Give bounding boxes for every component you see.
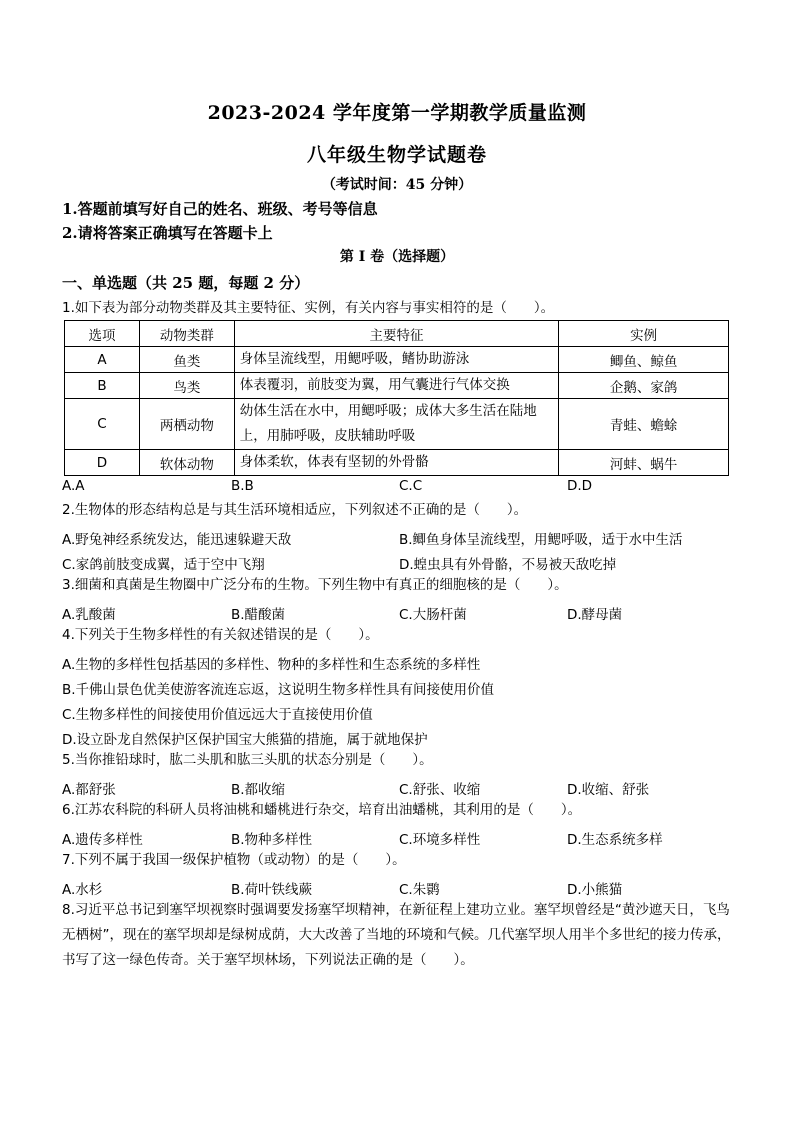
table-cell: 两栖动物: [139, 399, 234, 450]
question-5-option-b: B.都收缩: [231, 782, 286, 798]
table-cell: 企鹅、家鸽: [559, 373, 729, 399]
table-cell: 鸟类: [139, 373, 234, 399]
table-row: [65, 347, 729, 373]
table-cell: 幼体生活在水中，用鳃呼吸；成体大多生活在陆地上，用肺呼吸，皮肤辅助呼吸: [234, 399, 558, 450]
question-1-option-c: C.C: [399, 478, 423, 494]
table-cell: D: [65, 450, 140, 476]
instruction-note-1: 1.答题前填写好自己的姓名、班级、考号等信息: [62, 200, 378, 218]
question-4-option-b: B.千佛山景色优美使游客流连忘返，这说明生物多样性具有间接使用价值: [62, 682, 495, 698]
section-title: 一、单选题（共 25 题，每题 2 分）: [62, 274, 310, 292]
table-header-cell: 实例: [559, 321, 729, 347]
table-cell: 鲫鱼、鲸鱼: [559, 347, 729, 373]
question-2-option-c: C.家鸽前肢变成翼，适于空中飞翔: [62, 557, 265, 573]
table-row: [65, 450, 729, 476]
exam-subtitle: 八年级生物学试题卷: [306, 144, 487, 166]
table-cell: 软体动物: [139, 450, 234, 476]
instruction-note-2: 2.请将答案正确填写在答题卡上: [62, 224, 273, 242]
question-2-option-b: B.鲫鱼身体呈流线型，用鳃呼吸，适于水中生活: [399, 532, 683, 548]
question-1-option-b: B.B: [231, 478, 254, 494]
table-cell: 河蚌、蜗牛: [559, 450, 729, 476]
question-6-option-b: B.物种多样性: [231, 832, 313, 848]
question-3-stem: 3.细菌和真菌是生物圈中广泛分布的生物。下列生物中有真正的细胞核的是（ ）。: [62, 577, 568, 593]
table-row: [65, 399, 729, 450]
question-7-option-d: D.小熊猫: [567, 882, 623, 898]
exam-time: （考试时间：45 分钟）: [321, 177, 473, 193]
question-2-stem: 2.生物体的形态结构总是与其生活环境相适应，下列叙述不正确的是（ ）。: [62, 502, 528, 518]
table-cell: 青蛙、蟾蜍: [559, 399, 729, 450]
table-cell: A: [65, 347, 140, 373]
table-header-cell: 选项: [65, 321, 140, 347]
question-5-stem: 5.当你推铅球时，肱二头肌和肱三头肌的状态分别是（ ）。: [62, 752, 433, 768]
question-2-option-d: D.蝗虫具有外骨骼，不易被天敌吃掉: [399, 557, 617, 573]
part-title: 第 I 卷（选择题）: [339, 249, 455, 265]
question-1-option-d: D.D: [567, 478, 593, 494]
question-5-option-d: D.收缩、舒张: [567, 782, 650, 798]
table-cell: 身体呈流线型，用鳃呼吸，鳍协助游泳: [234, 347, 558, 373]
table-header-row: [65, 321, 729, 347]
question-4-option-a: A.生物的多样性包括基因的多样性、物种的多样性和生态系统的多样性: [62, 657, 481, 673]
question-7-option-a: A.水杉: [62, 882, 103, 898]
question-3-option-d: D.酵母菌: [567, 607, 623, 623]
question-1-option-a: A.A: [62, 478, 85, 494]
question-4-stem: 4.下列关于生物多样性的有关叙述错误的是（ ）。: [62, 627, 379, 643]
question-5-option-a: A.都舒张: [62, 782, 116, 798]
table-header-cell: 主要特征: [234, 321, 558, 347]
question-6-option-a: A.遗传多样性: [62, 832, 143, 848]
table-cell: B: [65, 373, 140, 399]
question-4-option-d: D.设立卧龙自然保护区保护国宝大熊猫的措施，属于就地保护: [62, 732, 428, 748]
question-2-option-a: A.野兔神经系统发达，能迅速躲避天敌: [62, 532, 292, 548]
table-cell: C: [65, 399, 140, 450]
question-4-option-c: C.生物多样性的间接使用价值远远大于直接使用价值: [62, 707, 373, 723]
table-header-cell: 动物类群: [139, 321, 234, 347]
question-7-option-b: B.荷叶铁线蕨: [231, 882, 313, 898]
question-3-option-b: B.醋酸菌: [231, 607, 286, 623]
animal-groups-table: [64, 320, 729, 476]
question-7-option-c: C.朱鹮: [399, 882, 440, 898]
question-6-stem: 6.江苏农科院的科研人员将油桃和蟠桃进行杂交，培育出油蟠桃，其利用的是（ ）。: [62, 802, 582, 818]
question-6-option-c: C.环境多样性: [399, 832, 481, 848]
exam-title: 2023-2024 学年度第一学期教学质量监测: [207, 102, 587, 124]
question-1-stem: 1.如下表为部分动物类群及其主要特征、实例，有关内容与事实相符的是（ ）。: [62, 300, 555, 316]
question-7-stem: 7.下列不属于我国一级保护植物（或动物）的是（ ）。: [62, 852, 406, 868]
question-3-option-a: A.乳酸菌: [62, 607, 116, 623]
question-8-stem: 8.习近平总书记到塞罕坝视察时强调要发扬塞罕坝精神，在新征程上建功立业。塞罕坝曾经是“黄沙遮天日，飞鸟无栖树”，现在的塞罕坝却是绿树成荫，大大改善了当地的环境和气候。几代塞罕坝人用半个多世纪的接力传承，书写了这一绿色传奇。关于塞罕坝林场，下列说法正确的是（ ）。: [62, 902, 731, 968]
question-5-option-c: C.舒张、收缩: [399, 782, 481, 798]
table-row: [65, 373, 729, 399]
table-cell: 体表覆羽，前肢变为翼，用气囊进行气体交换: [234, 373, 558, 399]
table-cell: 鱼类: [139, 347, 234, 373]
table-cell: 身体柔软，体表有坚韧的外骨骼: [234, 450, 558, 476]
question-6-option-d: D.生态系统多样: [567, 832, 663, 848]
question-3-option-c: C.大肠杆菌: [399, 607, 467, 623]
